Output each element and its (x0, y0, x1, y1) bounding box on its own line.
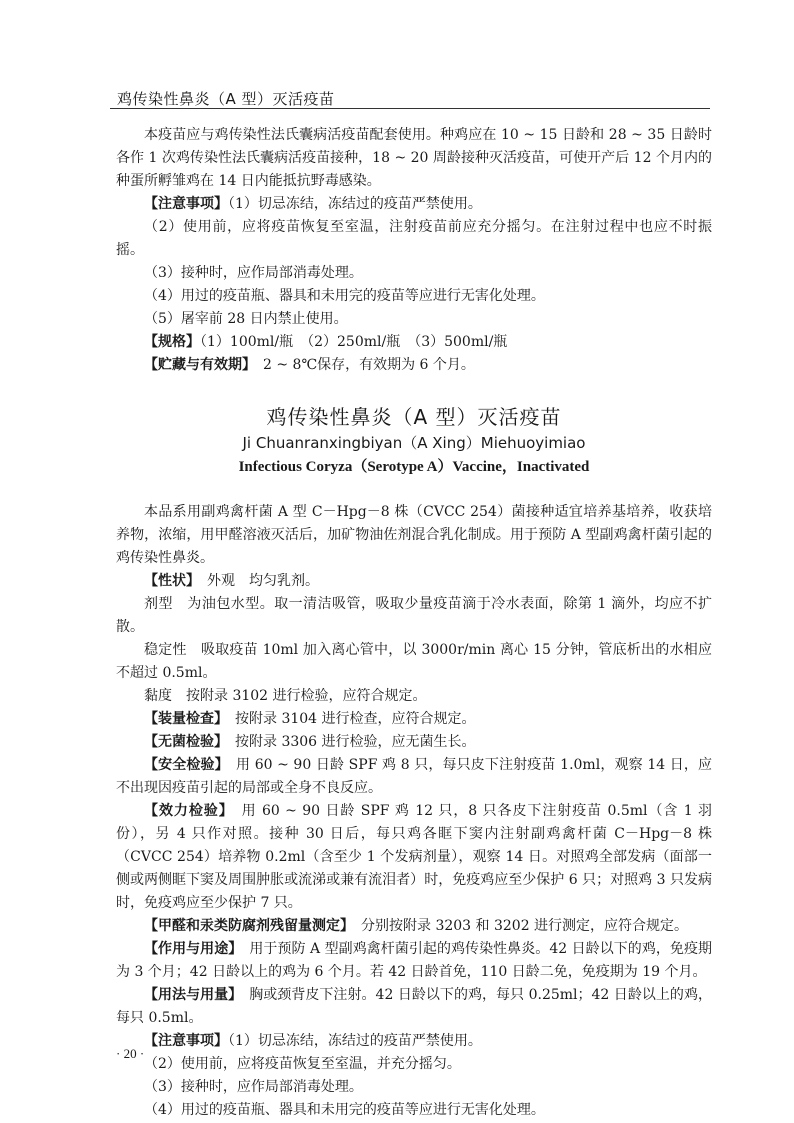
viscosity: 黏度 按附录 3102 进行检验，应符合规定。 (144, 688, 427, 704)
prev-spec: 【规格】（1）100ml/瓶 （2）250ml/瓶 （3）500ml/瓶 (144, 334, 508, 350)
potency-label: 【效力检验】 (144, 803, 227, 819)
sterility-label: 【无菌检验】 (144, 734, 221, 750)
residue-test: 【甲醛和汞类防腐剂残留量测定】 分别按附录 3203 和 3202 进行测定，应符合规定。 (144, 918, 689, 934)
body-precautions-3: （3）接种时，应作局部消毒处理。 (144, 1079, 363, 1095)
prev-intro: 本疫苗应与鸡传染性法氏囊病活疫苗配套使用。种鸡应在 10 ~ 15 日龄和 28 ~ 35 日龄时各作 1 次鸡传染性法氏囊病活疫苗接种，18 ~ 20 周龄接种灭活疫苗，可使开产后 12 个月内的种蛋所孵雏鸡在 14 日内能抵抗野毒感染。 (116, 127, 712, 189)
prev-precautions-5: （5）屠宰前 28 日内禁止使用。 (144, 311, 348, 327)
dose-section: 【用法与用量】 胸或颈背皮下注射。42 日龄以下的鸡，每只 0.25ml；42 日龄以上的鸡，每只 0.5ml。 (116, 987, 712, 1026)
title-pinyin: Ji Chuanranxingbiyan（A Xing）Miehuoyimiao (242, 434, 586, 452)
dose-label: 【用法与用量】 (144, 987, 236, 1003)
prev-precautions-2: （2）使用前，应将疫苗恢复至室温，注射疫苗前应充分摇匀。在注射过程中也应不时振摇。 (116, 219, 712, 258)
header-rule (110, 108, 710, 109)
prev-precautions-3: （3）接种时，应作局部消毒处理。 (144, 265, 363, 281)
safety-label: 【安全检验】 (144, 757, 222, 773)
fill-check: 【装量检查】 按附录 3104 进行检查，应符合规定。 (144, 711, 476, 727)
title-english: Infectious Coryza（Serotype A）Vaccine，Inactivated (238, 459, 590, 475)
character-label: 【性状】 (144, 573, 193, 589)
running-header: 鸡传染性鼻炎（A 型）灭活疫苗 (117, 90, 335, 108)
page-content (116, 124, 712, 1122)
use-section: 【作用与用途】 用于预防 A 型副鸡禽杆菌引起的鸡传染性鼻炎。42 日龄以下的鸡，免疫期为 3 个月；42 日龄以上的鸡为 6 个月。若 42 日龄首免，110 日龄二免，免疫期为 19 个月。 (116, 941, 713, 980)
body-precautions-4: （4）用过的疫苗瓶、器具和未用完的疫苗等应进行无害化处理。 (144, 1102, 545, 1118)
stability: 稳定性 吸取疫苗 10ml 加入离心管中，以 3000r/min 离心 15 分钟，管底析出的水相应不超过 0.5ml。 (116, 642, 712, 681)
prev-precautions-label: 【注意事项】 (144, 196, 228, 212)
body-precautions-label: 【注意事项】 (144, 1033, 228, 1049)
prev-spec-label: 【规格】 (144, 334, 200, 350)
dosage-form: 剂型 为油包水型。取一清洁吸管，吸取少量疫苗滴于冷水表面，除第 1 滴外，均应不扩散。 (116, 596, 712, 635)
prev-storage-label: 【贮藏与有效期】 (144, 357, 249, 373)
prev-precautions-4: （4）用过的疫苗瓶、器具和未用完的疫苗等应进行无害化处理。 (144, 288, 545, 304)
potency-test: 【效力检验】 用 60 ~ 90 日龄 SPF 鸡 12 只，8 只各皮下注射疫苗 0.5ml（含 1 羽份），另 4 只作对照。接种 30 日后，每只鸡各眶下窦内注射副鸡禽杆菌 C－Hpg－8 株（CVCC 254）培养物 0.2ml（含至少 1 个发病剂量），观察 14 日。对照鸡全部发病（面部一侧或两侧眶下窦及周围肿胀或流涕或兼有流泪者）时，免疫鸡应至少保护 6 只；对照鸡 3 只发病时，免疫鸡应至少保护 7 只。 (116, 803, 713, 911)
title-chinese: 鸡传染性鼻炎（A 型）灭活疫苗 (266, 405, 562, 429)
prev-precautions-1: 【注意事项】（1）切忌冻结，冻结过的疫苗严禁使用。 (144, 196, 482, 212)
body-precautions-1: 【注意事项】（1）切忌冻结，冻结过的疫苗严禁使用。 (144, 1033, 482, 1049)
prev-storage: 【贮藏与有效期】 2 ~ 8℃保存，有效期为 6 个月。 (144, 357, 475, 373)
character: 【性状】 外观 均匀乳剂。 (144, 573, 319, 589)
residue-label: 【甲醛和汞类防腐剂残留量测定】 (144, 918, 347, 934)
safety-test: 【安全检验】 用 60 ~ 90 日龄 SPF 鸡 8 只，每只皮下注射疫苗 1.0ml，观察 14 日，应不出现因疫苗引起的局部或全身不良反应。 (116, 757, 713, 796)
body-intro: 本品系用副鸡禽杆菌 A 型 C－Hpg－8 株（CVCC 254）菌接种适宜培养基培养，收获培养物，浓缩，用甲醛溶液灭活后，加矿物油佐剂混合乳化制成。用于预防 A 型副鸡禽杆菌引起的鸡传染性鼻炎。 (116, 504, 712, 566)
page-number: · 20 · (116, 1046, 145, 1061)
body-precautions-2: （2）使用前，应将疫苗恢复至室温，并充分摇匀。 (144, 1056, 461, 1072)
fill-label: 【装量检查】 (144, 711, 221, 727)
sterility-test: 【无菌检验】 按附录 3306 进行检验，应无菌生长。 (144, 734, 476, 750)
vaccine-title-block (116, 403, 712, 479)
use-label: 【作用与用途】 (144, 941, 236, 957)
